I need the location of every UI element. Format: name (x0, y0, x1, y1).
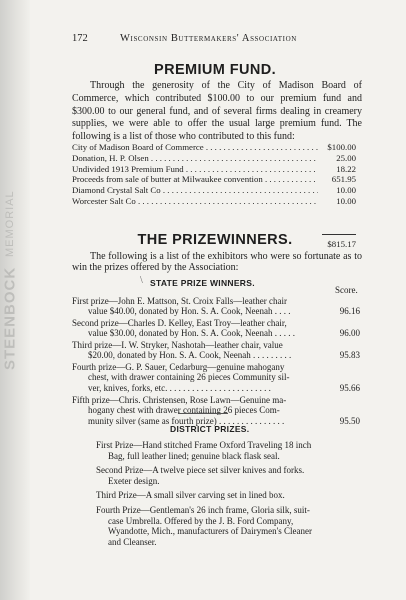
district-prize-entry (96, 505, 358, 547)
ledger-name: Undivided 1913 Premium Fund (72, 163, 184, 174)
entry-score: 95.66 (339, 382, 360, 393)
entry-line: and Cleanser. (108, 536, 157, 547)
entry-line: First Prize—Hand stitched Frame Oxford Traveling 18 inch (96, 440, 312, 450)
entry-line: Exeter design. (108, 475, 160, 486)
ledger-total: $815.17 (327, 239, 356, 249)
entry-line: Bag, full leather lined; genuine black flask seal. (108, 450, 280, 461)
pencil-mark: \ (140, 275, 143, 286)
ledger-row (72, 153, 356, 164)
stamp-text-1: STEENBOCK (1, 266, 19, 370)
entry-line: case Umbrella. Offered by the J. B. Ford Company, (108, 515, 294, 526)
entry-score: 96.16 (339, 306, 360, 317)
ledger-row (72, 142, 356, 153)
entry-score: 96.00 (339, 328, 360, 339)
state-prize-entry (72, 340, 360, 361)
ledger-name: Worcester Salt Co (72, 195, 136, 206)
entry-line: Second prize—Charles D. Kelley, East Troy—leather chair, (72, 318, 287, 328)
entry-text: $20.00, donated by Hon. S. A. Cook, Neenah . . . . . . . . . (88, 350, 292, 361)
ledger-row (72, 174, 356, 185)
premium-fund-heading: PREMIUM FUND. (154, 62, 276, 78)
premium-fund-paragraph: Through the generosity of the City of Madison Board of Commerce, which contributed $100.00 to our premium fund and $300.00 to our general fund, and of several firms dealing in creamery supplies, we were able to offer the usual large premium fund. The following is a list of those who contributed to this fund: (72, 80, 362, 143)
stamp-text-2: MEMORIAL (4, 190, 16, 257)
entry-line: hogany chest with drawer containing 26 pieces Com- (88, 405, 280, 416)
district-prize-entry (96, 465, 358, 486)
entry-line: Wyandotte, Mich., manufacturers of Dairymen's Cleaner (108, 526, 313, 537)
entry-text: value $40.00, donated by Hon. S. A. Cook, Neenah . . . . (88, 306, 291, 317)
entry-line: Third prize—I. W. Stryker, Nashotah—leather chair, value (72, 340, 283, 350)
district-prize-entry (96, 490, 358, 501)
entry-text: value $30.00, donated by Hon. S. A. Cook, Neenah . . . . . (88, 328, 295, 339)
district-prize-heading: DISTRICT PRIZES. (170, 424, 250, 434)
prizewinners-heading: THE PRIZEWINNERS. (137, 232, 293, 248)
entry-line (72, 350, 360, 360)
state-prize-entry (72, 395, 360, 426)
ledger-amount: $100.00 (327, 142, 356, 152)
entry-line: chest, with drawer containing 26 pieces Community sil- (88, 372, 290, 383)
ledger-amount: 651.95 (331, 174, 356, 185)
state-prize-entry (72, 318, 360, 339)
ledger-name: Proceeds from sale of butter at Milwaukee convention (72, 174, 263, 185)
entry-text: munity silver (same as fourth prize) . . . . . . . . . . . . . . . (88, 415, 285, 426)
ledger-name: Donation, H. P. Olsen (72, 152, 149, 163)
score-label: Score. (335, 285, 358, 295)
state-prize-heading: STATE PRIZE WINNERS. (150, 278, 255, 288)
running-title: Wisconsin Buttermakers' Association (120, 33, 297, 44)
entry-line: Fifth prize—Chris. Christensen, Rose Lawn—Genuine ma- (72, 395, 287, 405)
entry-line: Third Prize—A small silver carving set in lined box. (96, 490, 285, 500)
ledger-amount: 10.00 (336, 185, 356, 196)
entry-line: Fourth prize—G. P. Sauer, Cedarburg—genuine mahogany (72, 362, 285, 372)
entry-text: ver, knives, forks, etc. . . . . . . . . . . . . . . . . . . . . . . . (88, 382, 271, 393)
entry-line (72, 383, 360, 393)
section-divider (178, 413, 228, 414)
page-number: 172 (72, 33, 88, 44)
entry-line (72, 328, 360, 338)
ledger-amount: 18.22 (336, 163, 356, 174)
library-stamp (2, 150, 18, 370)
ledger-row (72, 196, 356, 207)
state-prize-entry (72, 296, 360, 317)
ledger-name: Diamond Crystal Salt Co (72, 185, 161, 196)
entry-line: Fourth Prize—Gentleman's 26 inch frame, Gloria silk, suit- (96, 505, 310, 515)
district-prize-entry (96, 440, 358, 461)
entry-line: First prize—John E. Mattson, St. Croix Falls—leather chair (72, 296, 287, 306)
ledger-name: City of Madison Board of Commerce (72, 142, 204, 152)
ledger-amount: 25.00 (336, 152, 356, 163)
entry-score: 95.50 (339, 415, 360, 426)
entry-line (72, 306, 360, 316)
ledger-row (72, 164, 356, 175)
ledger-amount: 10.00 (336, 195, 356, 206)
entry-line: Second Prize—A twelve piece set silver knives and forks. (96, 465, 305, 475)
state-prize-entry (72, 362, 360, 393)
prizewinners-paragraph: The following is a list of the exhibitors who were so fortunate as to win the prizes offered by the Association: (72, 251, 362, 273)
ledger-row (72, 185, 356, 196)
entry-score: 95.83 (339, 350, 360, 361)
